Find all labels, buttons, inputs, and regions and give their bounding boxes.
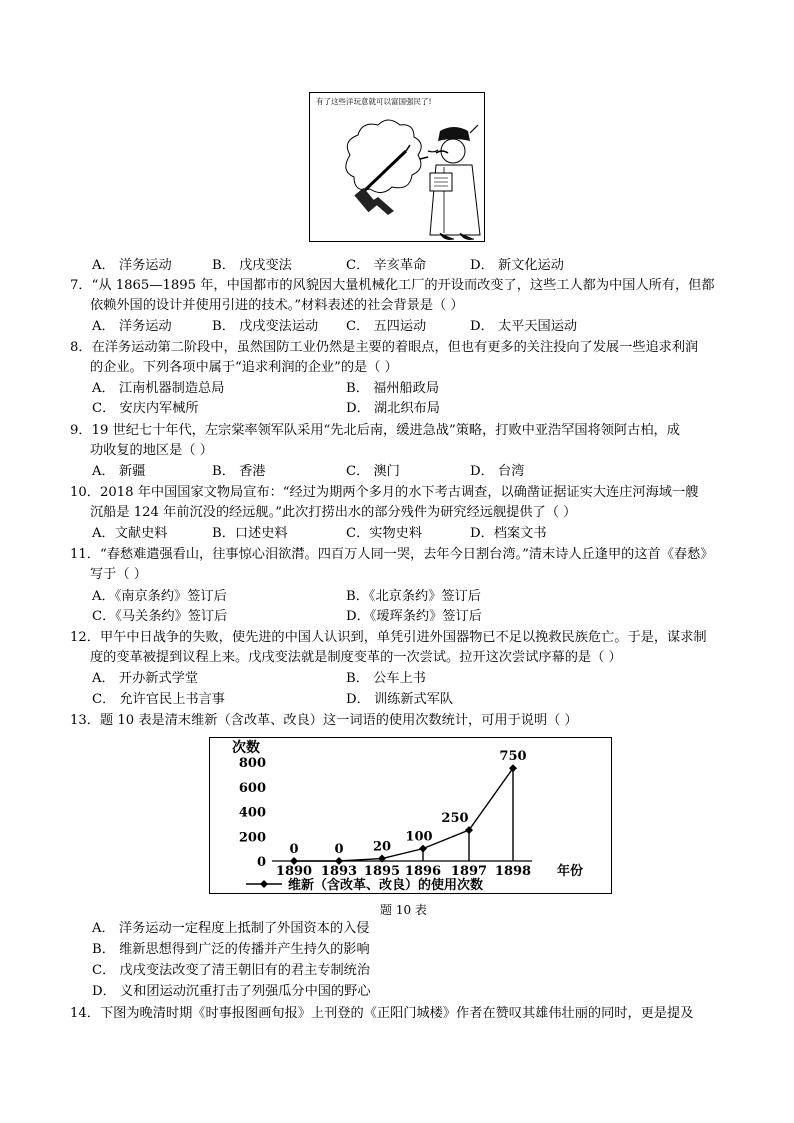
q9-option-a[interactable]: A． 新疆 [92, 464, 146, 479]
q10-option-a[interactable]: A．文献史料 [92, 526, 168, 541]
q12-option-b[interactable]: B． 公车上书 [346, 671, 426, 686]
q6-option-d[interactable]: D． 新文化运动 [470, 258, 564, 273]
y-tick-label: 200 [238, 830, 266, 846]
q9-option-b[interactable]: B． 香港 [212, 464, 266, 479]
y-tick-label: 0 [256, 855, 266, 870]
q8-option-d[interactable]: D． 湖北织布局 [346, 401, 440, 416]
q8-stem-line-2: 的企业。下列各项中属于“追求利润的企业”的是（ ） [90, 360, 398, 375]
x-tick-label: 1890 [275, 864, 313, 879]
x-tick-label: 1897 [450, 864, 488, 879]
q10-option-d[interactable]: D．档案文书 [470, 526, 547, 541]
q11-stem-line-1: 11．“春愁难遣强看山，往事惊心泪欲潸。四百万人同一哭，去年今日割台湾。”清末诗人丘逢甲的这首《春愁》 [70, 547, 714, 562]
q12-option-a[interactable]: A． 开办新式学堂 [92, 671, 199, 686]
q8-option-a[interactable]: A． 江南机器制造总局 [92, 381, 225, 396]
series-line [294, 768, 513, 861]
x-tick-label: 1896 [404, 864, 442, 879]
legend-label: 维新（含改革、改良）的使用次数 [288, 878, 484, 893]
q8-stem-line-1: 8．在洋务运动第二阶段中，虽然国防工业仍然是主要的着眼点，但也有更多的关注投向了发展一些追求利润 [70, 340, 699, 355]
usage-chart-svg [210, 738, 613, 895]
q13-option-a[interactable]: A． 洋务运动一定程度上抵制了外国资本的入侵 [92, 921, 370, 936]
q9-option-d[interactable]: D． 台湾 [470, 464, 525, 479]
x-tick-label: 1898 [494, 864, 532, 879]
q7-option-c[interactable]: C． 五四运动 [346, 319, 427, 334]
q11-stem-line-2: 写于（ ） [90, 567, 147, 582]
q6-option-b[interactable]: B． 戊戌变法 [212, 258, 292, 273]
data-point-marker [419, 845, 427, 853]
y-tick-label: 400 [238, 805, 266, 821]
cartoon-image [309, 92, 485, 242]
q10-option-b[interactable]: B．口述史料 [212, 526, 288, 541]
q9-option-c[interactable]: C． 澳门 [346, 464, 400, 479]
q7-option-d[interactable]: D． 太平天国运动 [470, 319, 578, 334]
q11-option-b[interactable]: B．《北京条约》签订后 [346, 589, 481, 604]
q14-stem-line-1: 14．下图为晚清时期《时事报图画旬报》上刊登的《正阳门城楼》作者在赞叹其雄伟壮丽的同时，更是提及 [70, 1006, 694, 1021]
cartoon-caption: 有了这些洋玩意就可以富国强民了! [316, 97, 432, 106]
q8-option-c[interactable]: C． 安庆内军械所 [92, 401, 199, 416]
legend-marker [260, 880, 268, 888]
q12-stem-line-2: 度的变革被提到议程上来。戊戌变法就是制度变革的一次尝试。拉开这次尝试序幕的是（ ） [90, 650, 622, 665]
q11-option-c[interactable]: C．《马关条约》签订后 [92, 609, 228, 624]
q8-option-b[interactable]: B． 福州船政局 [346, 381, 440, 396]
x-tick-label: 1895 [363, 864, 401, 879]
q13-stem-line-1: 13．题 10 表是清末维新（含改革、改良）这一词语的使用次数统计，可用于说明（ ） [70, 713, 578, 728]
q10-stem-line-1: 10．2018 年中国国家文物局宣布：“经过为期两个多月的水下考古调查，以确凿证据证实大连庄河海域一艘 [70, 485, 699, 500]
data-value-label: 20 [372, 839, 392, 855]
q9-stem-line-1: 9．19 世纪七十年代，左宗棠率领军队采用“先北后南，缓进急战”策略，打败中亚浩罕国将领阿古柏，成 [70, 423, 680, 438]
q11-option-a[interactable]: A．《南京条约》签订后 [92, 589, 227, 604]
q9-stem-line-2: 功收复的地区是（ ） [90, 443, 213, 458]
q12-option-c[interactable]: C． 允许官民上书言事 [92, 692, 225, 707]
y-tick-label: 600 [238, 780, 266, 796]
q12-option-d[interactable]: D． 训练新式军队 [346, 692, 454, 707]
q10-stem-line-2: 沉船是 124 年前沉没的经远舰。”此次打捞出水的部分残件为研究经远舰提供了（ ） [90, 505, 577, 520]
y-axis-label: 次数 [232, 740, 260, 756]
q13-option-c[interactable]: C． 戊戌变法改变了清王朝旧有的君主专制统治 [92, 963, 371, 978]
q7-stem-line-2: 依赖外国的设计并使用引进的技术。”材料表述的社会背景是（ ） [90, 298, 464, 313]
data-value-label: 0 [334, 842, 344, 857]
q13-option-d[interactable]: D． 义和团运动沉重打击了列强瓜分中国的野心 [92, 984, 371, 999]
q7-option-b[interactable]: B． 戊戌变法运动 [212, 319, 319, 334]
data-value-label: 750 [499, 749, 527, 765]
q13-option-b[interactable]: B． 维新思想得到广泛的传播并产生持久的影响 [92, 942, 370, 957]
chart-caption: 题 10 表 [380, 903, 427, 917]
x-axis-label: 年份 [556, 864, 584, 879]
q10-option-c[interactable]: C．实物史料 [346, 526, 423, 541]
data-value-label: 0 [289, 842, 299, 857]
q7-option-a[interactable]: A． 洋务运动 [92, 319, 172, 334]
q7-stem-line-1: 7．“从 1865—1895 年，中国都市的风貌因大量机械化工厂的开设而改变了，这些工人都为中国人所有，但都 [70, 278, 715, 293]
y-tick-label: 800 [238, 756, 266, 771]
x-tick-label: 1893 [320, 864, 358, 879]
cartoon-drawing [310, 93, 485, 242]
data-value-label: 100 [405, 829, 433, 845]
data-value-label: 250 [441, 811, 469, 827]
q6-option-c[interactable]: C． 辛亥革命 [346, 258, 427, 273]
q12-stem-line-1: 12．甲午中日战争的失败，使先进的中国人认识到，单凭引进外国器物已不足以挽救民族危亡。于是，谋求制 [70, 630, 707, 645]
usage-chart [209, 737, 612, 894]
q11-option-d[interactable]: D．《瑷珲条约》签订后 [346, 609, 482, 624]
q6-option-a[interactable]: A． 洋务运动 [92, 258, 172, 273]
